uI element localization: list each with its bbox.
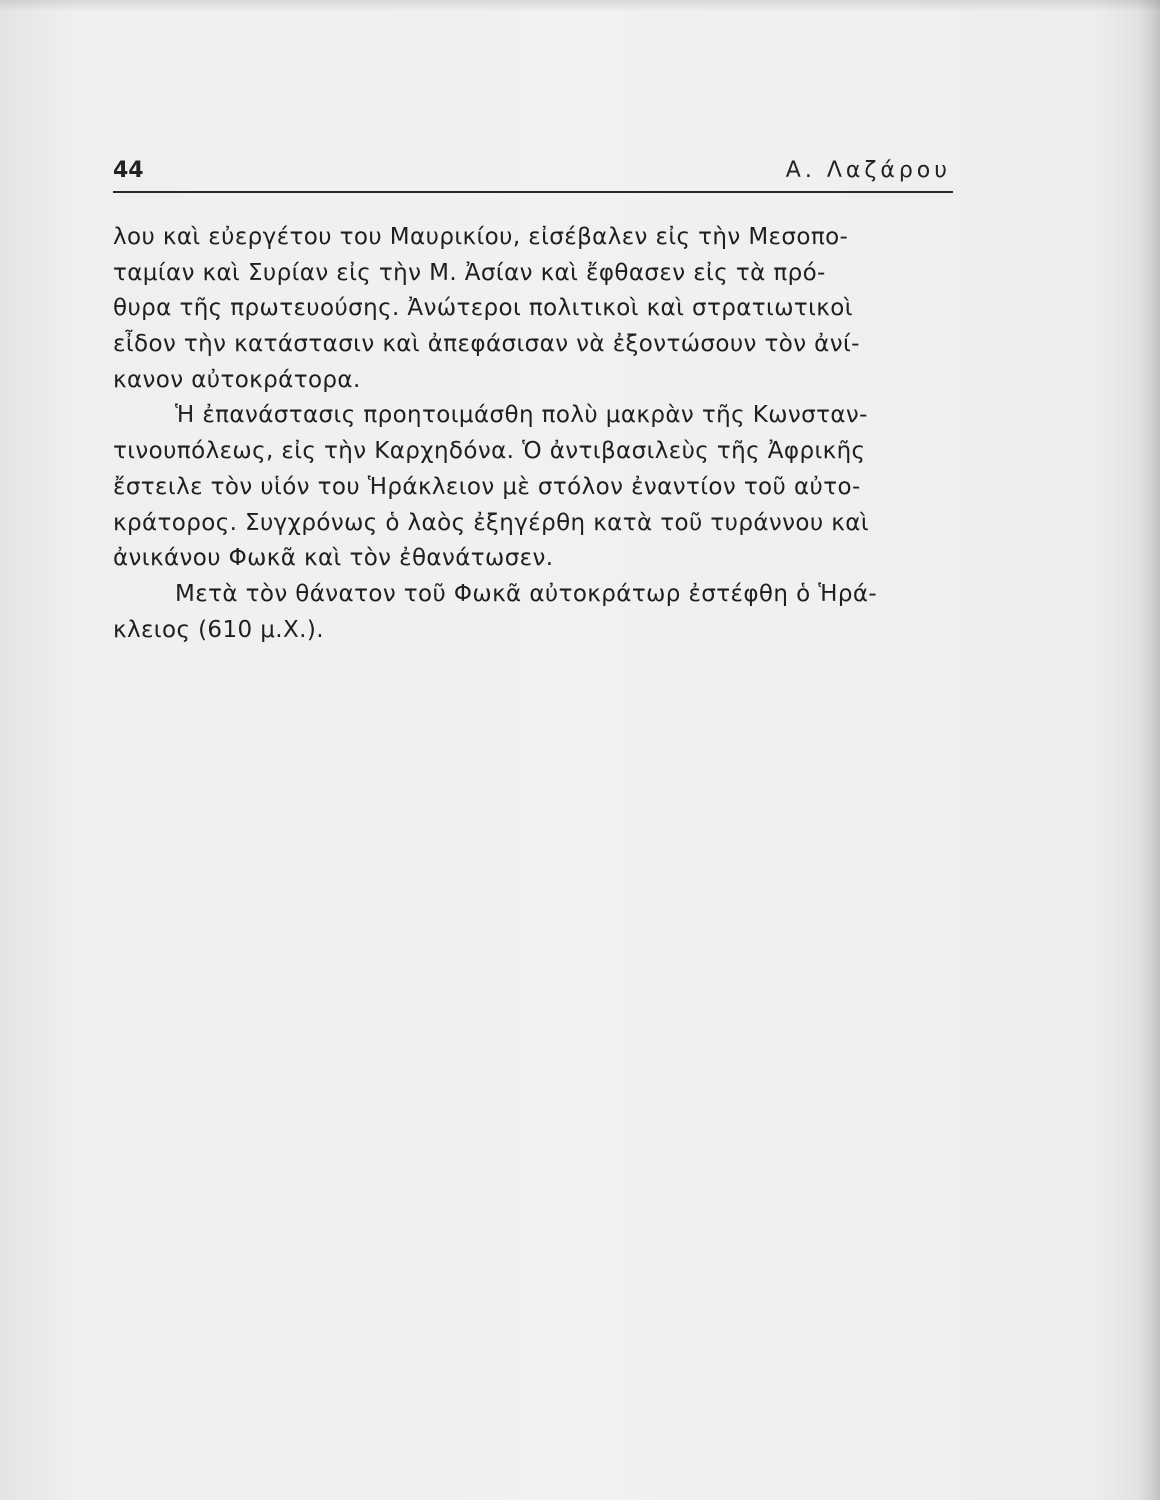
- paragraph-start-line: Ἡ ἐπανάστασις προητοιμάσθη πολὺ μακρὰν τῆς Κωνσταν-: [175, 402, 868, 429]
- page-right-shadow: [1138, 0, 1160, 1500]
- header-rule: [113, 191, 953, 193]
- text-line: ταμίαν καὶ Συρίαν εἰς τὴν Μ. Ἀσίαν καὶ ἔφθασεν εἰς τὰ πρό-: [113, 259, 826, 286]
- text-line: τινουπόλεως, εἰς τὴν Καρχηδόνα. Ὁ ἀντιβασιλεὺς τῆς Ἀφρικῆς: [113, 438, 866, 465]
- paragraph-start-line: Μετὰ τὸν θάνατον τοῦ Φωκᾶ αὐτοκράτωρ ἐστέφθη ὁ Ἡρά-: [175, 580, 878, 607]
- page-header: [113, 158, 951, 188]
- text-line: κλειος (610 μ.Χ.).: [113, 616, 324, 643]
- body-text: [113, 220, 961, 648]
- text-line: κανον αὐτοκράτορα.: [113, 366, 361, 393]
- text-line: εἶδον τὴν κατάστασιν καὶ ἀπεφάσισαν νὰ ἐξοντώσουν τὸν ἀνί-: [113, 331, 860, 358]
- text-line: ἔστειλε τὸν υἱόν του Ἡράκλειον μὲ στόλον ἐναντίον τοῦ αὐτο-: [113, 473, 861, 500]
- page-number: 44: [113, 158, 144, 183]
- text-line: ἀνικάνου Φωκᾶ καὶ τὸν ἐθανάτωσεν.: [113, 545, 554, 572]
- running-head-author: Α. Λαζάρου: [785, 158, 951, 183]
- text-line: κράτορος. Συγχρόνως ὁ λαὸς ἐξηγέρθη κατὰ τοῦ τυράννου καὶ: [113, 509, 870, 536]
- page-top-shadow: [0, 0, 1160, 12]
- text-line: θυρα τῆς πρωτευούσης. Ἀνώτεροι πολιτικοὶ καὶ στρατιωτικοὶ: [113, 295, 853, 322]
- text-line: λου καὶ εὐεργέτου του Μαυρικίου, εἰσέβαλεν εἰς τὴν Μεσοπο-: [113, 224, 849, 250]
